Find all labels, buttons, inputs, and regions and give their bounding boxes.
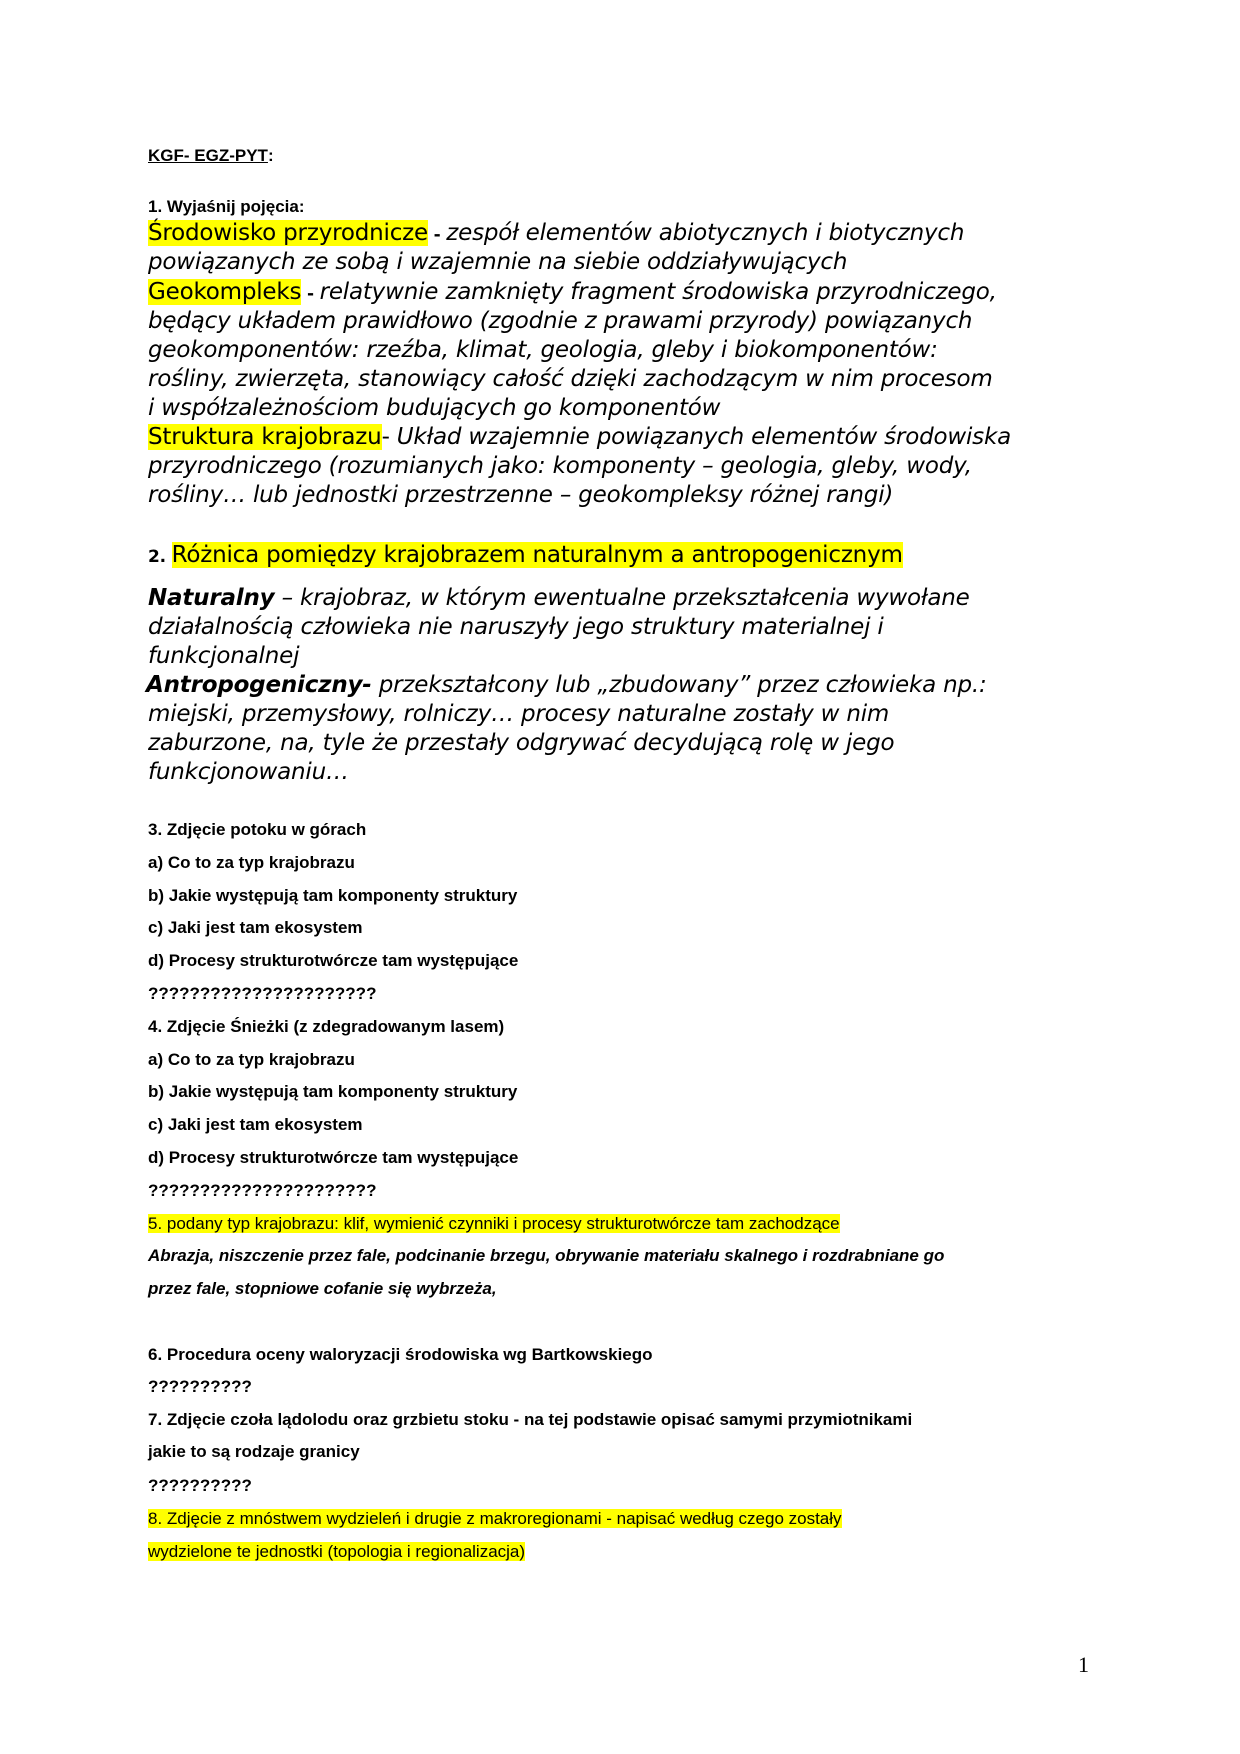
definition-line: funkcjonowaniu…: [148, 759, 349, 785]
q3-item: c) Jaki jest tam ekosystem: [148, 918, 363, 937]
term-struktura: Struktura krajobrazu: [148, 424, 382, 450]
q1-heading: 1. Wyjaśnij pojęcia:: [148, 197, 305, 216]
term-antropogeniczny: Antropogeniczny-: [146, 672, 372, 698]
q4-item: a) Co to za typ krajobrazu: [148, 1050, 355, 1069]
q8-heading-cont: [148, 1539, 525, 1565]
q7-heading-cont: jakie to są rodzaje granicy: [148, 1442, 360, 1461]
q7-heading: 7. Zdjęcie czoła lądolodu oraz grzbietu stoku - na tej podstawie opisać samymi przymiotnikami: [148, 1410, 913, 1429]
q6-heading: 6. Procedura oceny waloryzacji środowiska wg Bartkowskiego: [148, 1345, 653, 1364]
term-separator: -: [427, 225, 447, 245]
q4-heading: 4. Zdjęcie Śnieżki (z zdegradowanym lasem): [148, 1017, 505, 1036]
definition-line: będący układem prawidłowo (zgodnie z prawami przyrody) powiązanych: [148, 308, 973, 334]
definition-text: zespół elementów abiotycznych i biotycznych: [446, 220, 965, 246]
definition-text: relatywnie zamknięty fragment środowiska przyrodniczego,: [319, 279, 997, 305]
q3-item: d) Procesy strukturotwórcze tam występujące: [148, 951, 519, 970]
q4-item: b) Jakie występują tam komponenty struktury: [148, 1082, 518, 1101]
definition-line: zaburzone, na, tyle że przestały odgrywać decydującą rolę w jego: [148, 730, 895, 756]
q8-heading-text: wydzielone te jednostki (topologia i regionalizacja): [148, 1542, 526, 1561]
q2-number: 2.: [148, 547, 172, 567]
term-naturalny: Naturalny: [148, 585, 275, 611]
q6-unknown: ??????????: [148, 1377, 252, 1396]
term-srodowisko: Środowisko przyrodnicze: [148, 220, 428, 246]
q3-heading: 3. Zdjęcie potoku w górach: [148, 820, 367, 839]
q5-answer: Abrazja, niszczenie przez fale, podcinanie brzegu, obrywanie materiału skalnego i rozdrabniane go: [148, 1246, 945, 1265]
definition-line: rośliny… lub jednostki przestrzenne – geokompleksy różnej rangi): [148, 482, 894, 508]
definition-struktura: [148, 423, 1011, 452]
definition-srodowisko: [148, 219, 964, 248]
q4-item: d) Procesy strukturotwórcze tam występujące: [148, 1148, 519, 1167]
q8-heading: [148, 1506, 842, 1532]
definition-line: miejski, przemysłowy, rolniczy… procesy naturalne zostały w nim: [148, 701, 890, 727]
q5-heading-text: 5. podany typ krajobrazu: klif, wymienić czynniki i procesy strukturotwórcze tam zachodzące: [148, 1214, 840, 1233]
definition-line: funkcjonalnej: [148, 643, 300, 669]
definition-geokompleks: [148, 278, 997, 307]
term-geokompleks: Geokompleks: [148, 279, 302, 305]
term-separator: -: [381, 424, 397, 450]
term-separator: -: [301, 284, 320, 304]
definition-line: i współzależnościom budujących go komponentów: [148, 395, 721, 421]
q7-unknown: ??????????: [148, 1476, 252, 1495]
definition-text: przekształcony lub „zbudowany” przez człowieka np.:: [371, 672, 987, 698]
definition-line: przyrodniczego (rozumianych jako: komponenty – geologia, gleby, wody,: [148, 453, 972, 479]
definition-line: działalnością człowieka nie naruszyły jego struktury materialnej i: [148, 614, 884, 640]
definition-text: Układ wzajemnie powiązanych elementów środowiska: [396, 424, 1011, 450]
definition-line: powiązanych ze sobą i wzajemnie na siebie oddziaływujących: [148, 249, 848, 275]
q4-item: c) Jaki jest tam ekosystem: [148, 1115, 363, 1134]
q3-item: a) Co to za typ krajobrazu: [148, 853, 355, 872]
definition-line: geokomponentów: rzeźba, klimat, geologia, gleby i biokomponentów:: [148, 337, 938, 363]
q3-item: b) Jakie występują tam komponenty struktury: [148, 886, 518, 905]
title-text: KGF- EGZ-PYT: [148, 146, 268, 165]
q4-unknown: ??????????????????????: [148, 1181, 377, 1200]
q5-answer: przez fale, stopniowe cofanie się wybrzeża,: [148, 1279, 497, 1298]
document-title: [148, 146, 274, 166]
q3-unknown: ??????????????????????: [148, 984, 377, 1003]
q2-heading: [148, 541, 903, 570]
definition-text: – krajobraz, w którym ewentualne przekształcenia wywołane: [274, 585, 970, 611]
page-number: 1: [1078, 1652, 1089, 1677]
q8-heading-text: 8. Zdjęcie z mnóstwem wydzieleń i drugie z makroregionami - napisać według czego zostały: [148, 1509, 842, 1528]
q5-heading: [148, 1211, 840, 1237]
q2-heading-text: Różnica pomiędzy krajobrazem naturalnym a antropogenicznym: [171, 542, 903, 568]
natural-definition: [148, 584, 970, 613]
definition-line: rośliny, zwierzęta, stanowiący całość dzięki zachodzącym w nim procesom: [148, 366, 993, 392]
title-colon: :: [267, 146, 274, 165]
anthro-definition: [146, 671, 987, 700]
